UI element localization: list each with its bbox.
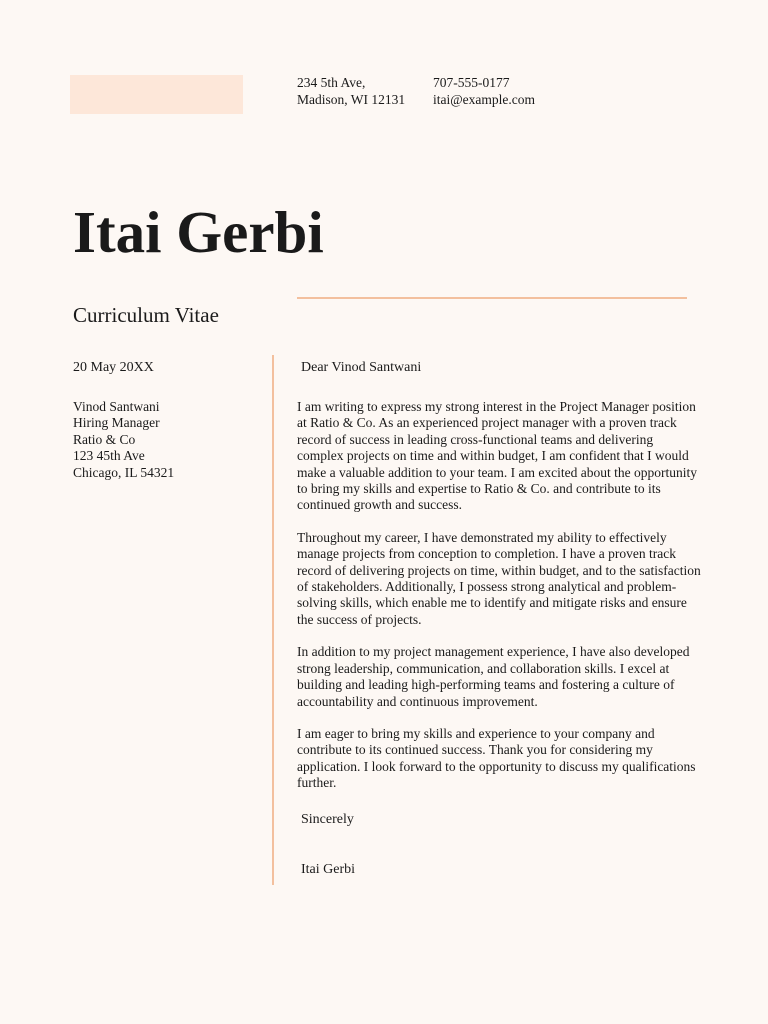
letter-body xyxy=(297,399,702,808)
sender-name: Itai Gerbi xyxy=(73,199,324,265)
sender-contact xyxy=(433,74,535,108)
body-paragraph: In addition to my project management experience, I have also developed strong leadership, communication, and collaboration skills. I excel at building and leading high-performing teams and fostering a culture of accountability and continuous improvement. xyxy=(297,644,690,709)
recipient-title: Hiring Manager xyxy=(73,415,160,431)
letter-signature: Itai Gerbi xyxy=(301,862,356,877)
letter-date: 20 May 20XX xyxy=(73,360,154,375)
recipient-block xyxy=(73,399,173,481)
address-line-2: Madison, WI 12131 xyxy=(297,92,406,107)
body-paragraph: I am eager to bring my skills and experience to your company and contribute to its continued success. Thank you for considering my application. I look forward to the opportunity to discuss my qualifications further. xyxy=(297,725,696,791)
recipient-street: 123 45th Ave xyxy=(73,448,145,464)
letter-greeting: Dear Vinod Santwani xyxy=(301,360,422,375)
recipient-company: Ratio & Co xyxy=(73,431,136,447)
recipient-city: Chicago, IL 54321 xyxy=(73,464,175,480)
accent-block xyxy=(70,75,243,114)
phone-number: 707-555-0177 xyxy=(433,75,510,90)
column-divider xyxy=(272,355,274,885)
letter-closing: Sincerely xyxy=(301,812,354,827)
recipient-name: Vinod Santwani xyxy=(73,399,160,414)
body-paragraph: I am writing to express my strong interest in the Project Manager position at Ratio & Co. As an experienced project manager with a proven track record of success in leading cross-functional teams and delivering complex projects on time and within budget, I am confident that I would make a valuable addition to your team. I am excited about the opportunity to bring my skills and expertise to Ratio & Co. and contribute to its continued growth and success. xyxy=(297,399,698,513)
email-address: itai@example.com xyxy=(433,92,536,107)
address-line-1: 234 5th Ave, xyxy=(297,75,366,90)
document-type: Curriculum Vitae xyxy=(73,303,219,327)
sender-address xyxy=(297,74,405,108)
header-divider xyxy=(297,297,687,299)
body-paragraph: Throughout my career, I have demonstrated my ability to effectively manage projects from conception to completion. I have a proven track record of delivering projects on time, within budget, and to the satisfaction of stakeholders. Additionally, I possess strong analytical and problem-solving skills, which enable me to identify and mitigate risks and ensure the success of projects. xyxy=(297,529,701,627)
